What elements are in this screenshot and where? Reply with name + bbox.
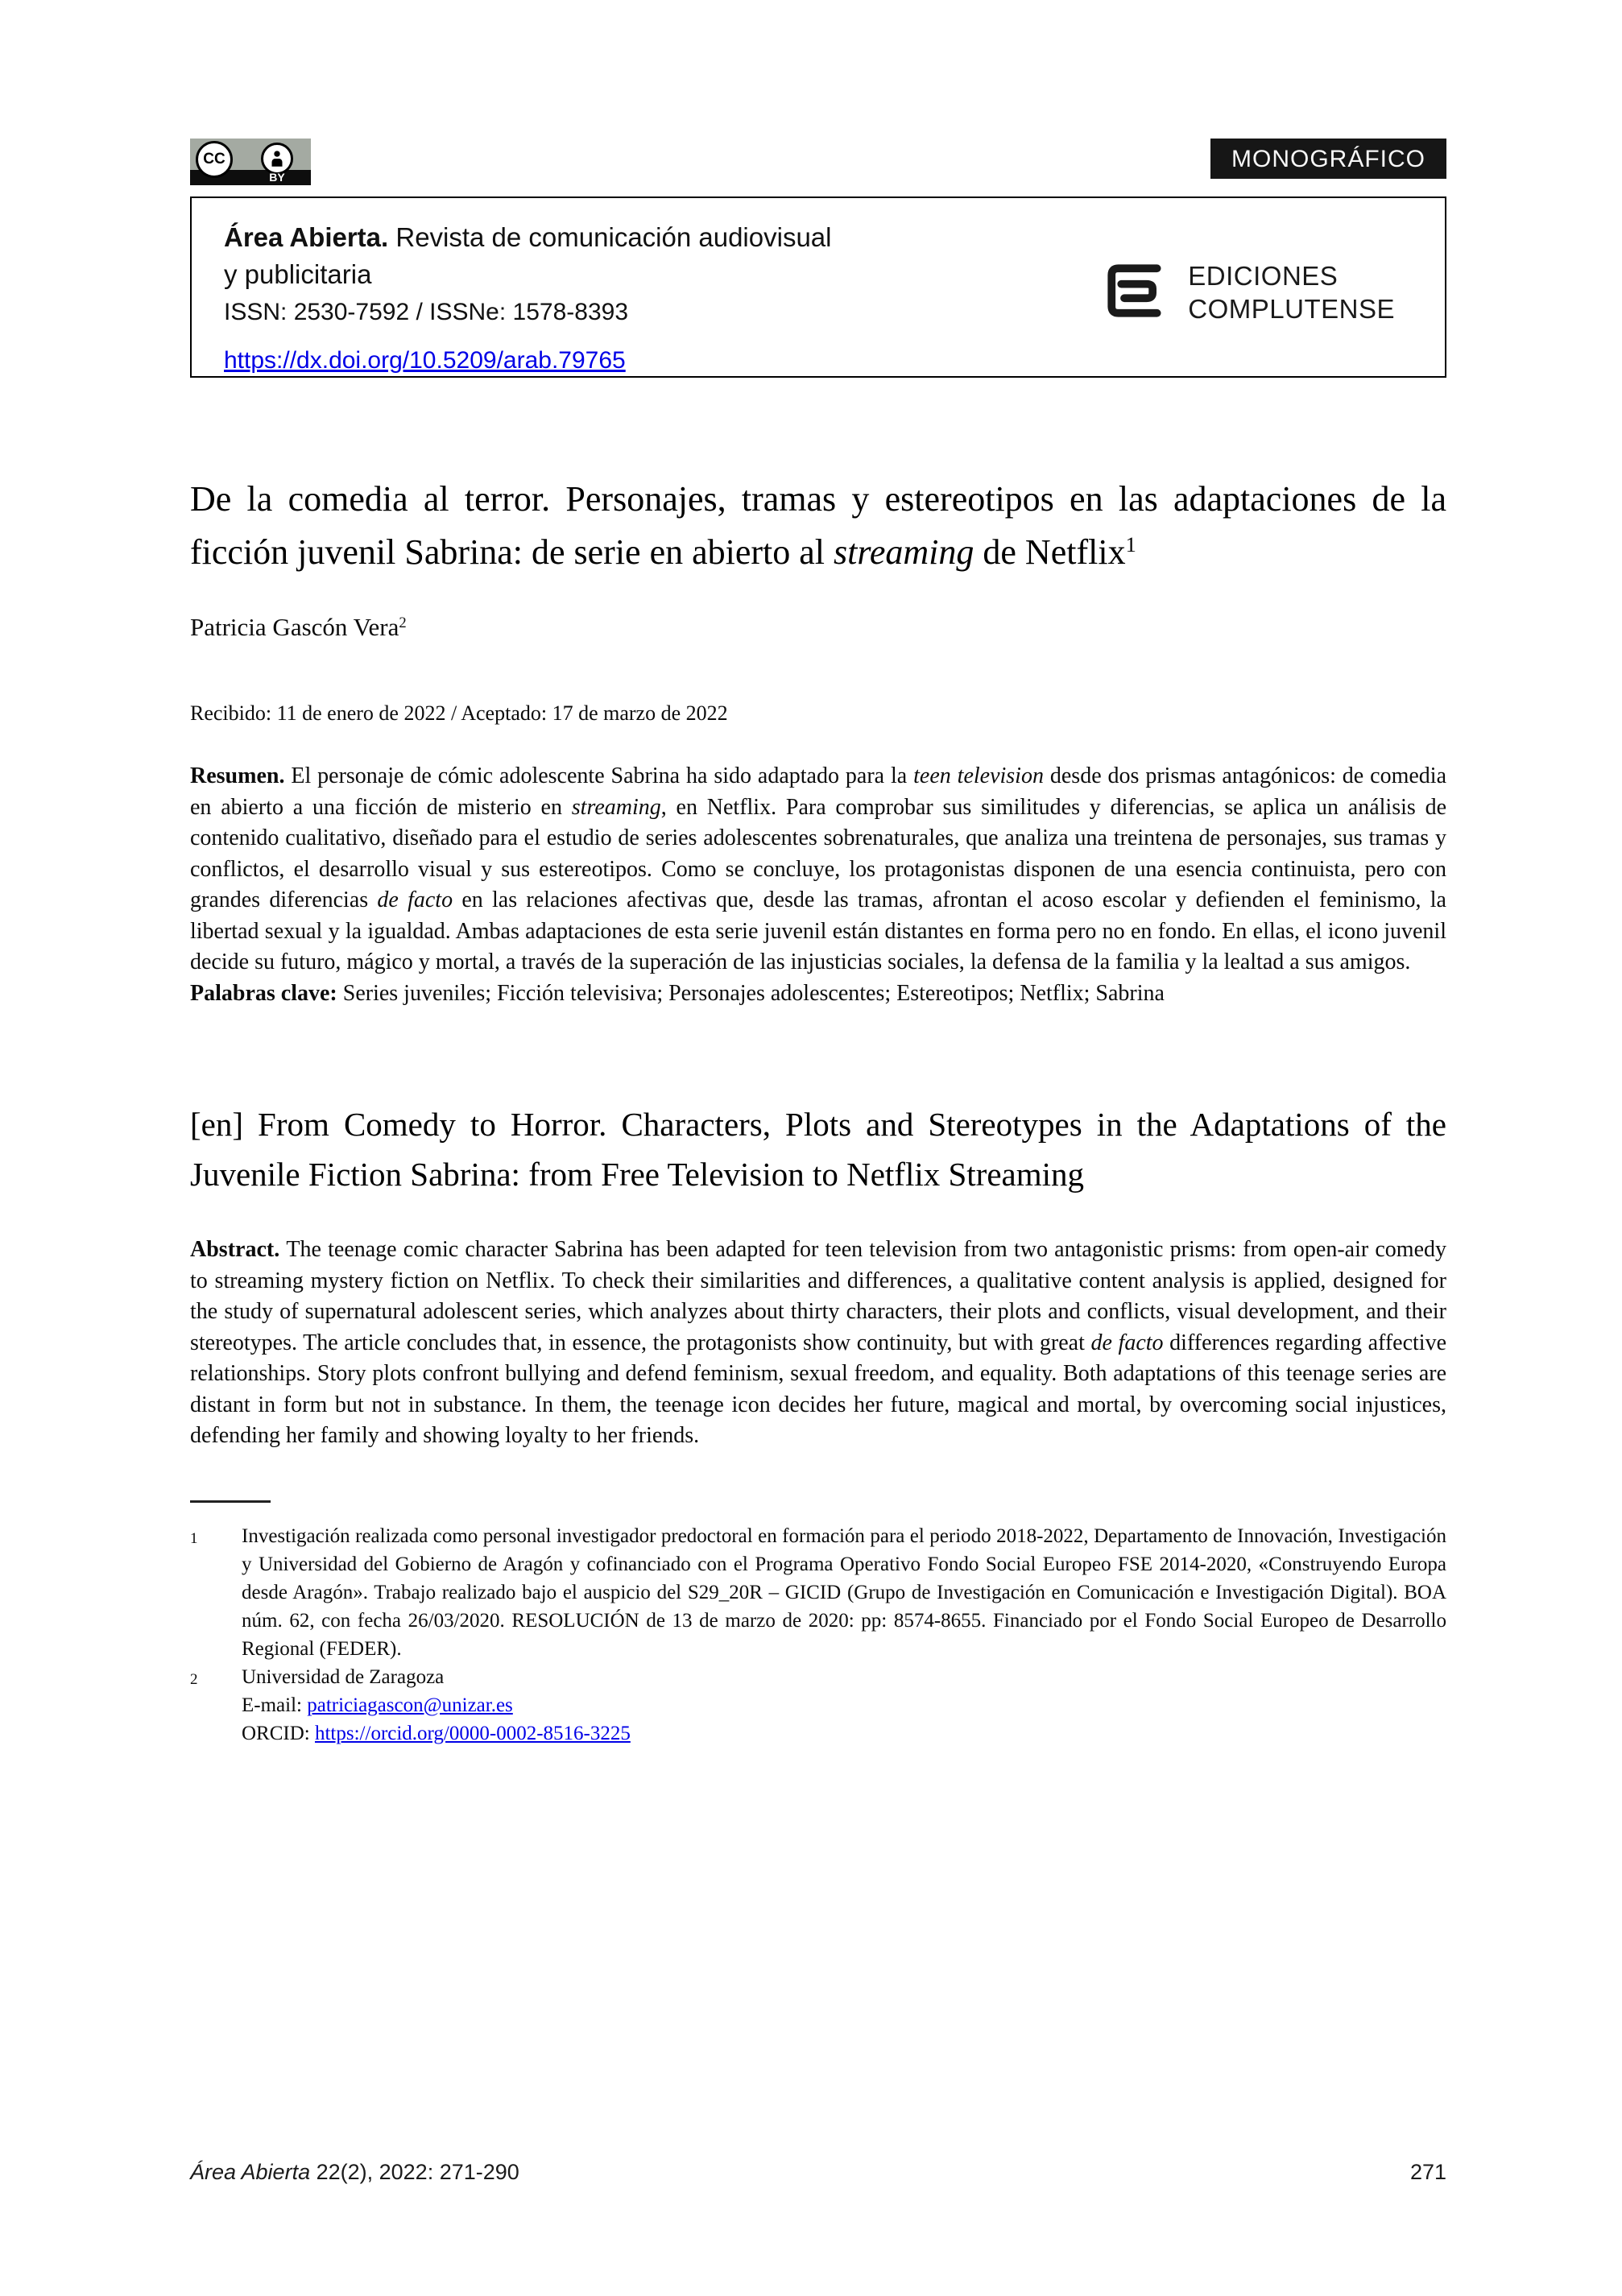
orcid-line: ORCID: https://orcid.org/0000-0002-8516-3225	[242, 1722, 631, 1744]
publisher-name	[1188, 259, 1395, 325]
email-line: E-mail: patriciagascon@unizar.es	[242, 1694, 513, 1716]
journal-subtitle: Revista de comunicación audiovisual y publicitaria	[224, 222, 832, 289]
footnote-separator-rule	[190, 1500, 271, 1503]
publisher-block	[1104, 259, 1395, 325]
footnote-1-text: Investigación realizada como personal investigador predoctoral en formación para el periodo 2018-2022, Departamento de Innovación, Investigación y Universidad del Gobierno de Aragón y cofinanciado con el Programa Operativo Fondo Social Europeo FSE 2014-2020, «Construyendo Europa desde Aragón». Trabajo realizado bajo el auspicio del S29_20R – GICID (Grupo de Investigación en Comunicación e Investigación Digital). BOA núm. 62, con fecha 26/03/2020. RESOLUCIÓN de 13 de marzo de 2020: pp: 8574-8655. Financiado por el Fondo Social Europeo de Desarrollo Regional (FEDER).	[242, 1524, 1446, 1660]
doi-link[interactable]: https://dx.doi.org/10.5209/arab.79765	[224, 347, 626, 374]
english-title: [en] From Comedy to Horror. Characters, Plots and Stereotypes in the Adaptations of the Juvenile Fiction Sabrina: from Free Television to Netflix Streaming	[190, 1106, 1446, 1193]
resumen-paragraph: Resumen. El personaje de cómic adolescente Sabrina ha sido adaptado para la teen television desde dos prismas antagónicos: de comedia en abierto a una ficción de misterio en streaming, en Netflix. Para comprobar sus similitudes y diferencias, se aplica un análisis de contenido cualitativo, diseñado para el estudio de series adolescentes sobrenaturales, que analiza una treintena de personajes, sus tramas y conflictos, el desarrollo visual y sus estereotipos. Como se concluye, los protagonistas disponen de una esencia continuista, pero con grandes diferencias de facto en las relaciones afectivas que, desde las tramas, afrontan el acoso escolar y defienden el feminismo, la libertad sexual y la igualdad. Ambas adaptaciones de esta serie juvenil están distantes en forma pero no en fondo. En ellas, el icono juvenil decide su futuro, mágico y mortal, a través de la superación de las injusticias sociales, la defensa de la familia y la lealtad a sus amigos.	[190, 763, 1446, 974]
abstract-paragraph: Abstract. The teenage comic character Sabrina has been adapted for teen television from two antagonistic prisms: from open-air comedy to streaming mystery fiction on Netflix. To check their similarities and differences, a qualitative content analysis is applied, designed for the study of supernatural adolescent series, which analyzes about thirty characters, their plots and conflicts, visual development, and their stereotypes. The article concludes that, in essence, the protagonists show continuity, but with great de facto differences regarding affective relationships. Story plots confront bullying and defend feminism, sexual freedom, and equality. Both adaptations of this teenage series are distant in form but not in substance. In them, the teenage icon decides her future, magical and mortal, by overcoming social injustices, defending her family and showing loyalty to her friends.	[190, 1237, 1447, 1448]
footnote-2	[190, 1663, 1446, 1748]
received-accepted-dates: Recibido: 11 de enero de 2022 / Aceptado: 17 de marzo de 2022	[190, 701, 728, 725]
journal-header-box	[190, 197, 1446, 378]
journal-title	[224, 219, 852, 293]
cc-by-label: BY	[269, 171, 285, 184]
journal-name: Área Abierta.	[224, 222, 389, 252]
monografico-badge: MONOGRÁFICO	[1210, 139, 1446, 179]
publisher-name-line1: EDICIONES	[1188, 261, 1339, 291]
top-badges-row	[190, 139, 1446, 185]
footnotes-section	[190, 1522, 1446, 1748]
page-number: 271	[1409, 2160, 1446, 2184]
footnote-2-text	[242, 1663, 1446, 1748]
page-footer	[190, 2160, 1446, 2185]
footnote-2-marker: 2	[190, 1670, 198, 1688]
cc-icon: CC	[196, 141, 233, 178]
article-title: De la comedia al terror. Personajes, tramas y estereotipos en las adaptaciones de la ficción juvenil Sabrina: de serie en abierto al streaming de Netflix$^1$	[190, 479, 1446, 572]
palabras-clave-line: Palabras clave: Series juveniles; Ficción televisiva; Personajes adolescentes; Estereotipos; Netflix; Sabrina	[190, 980, 1165, 1006]
publisher-name-line2: COMPLUTENSE	[1188, 294, 1395, 324]
author-affiliation: Universidad de Zaragoza	[242, 1665, 445, 1688]
ediciones-complutense-logo-icon	[1104, 261, 1164, 325]
journal-issn: ISSN: 2530-7592 / ISSNe: 1578-8393	[224, 299, 629, 325]
article-author: Patricia Gascón Vera$^2$	[190, 613, 407, 641]
journal-citation: Área Abierta 22(2), 2022: 271-290	[190, 2160, 519, 2184]
footnote-1	[190, 1522, 1446, 1663]
footnote-1-marker: 1	[190, 1529, 198, 1547]
cc-by-badge	[190, 139, 311, 185]
